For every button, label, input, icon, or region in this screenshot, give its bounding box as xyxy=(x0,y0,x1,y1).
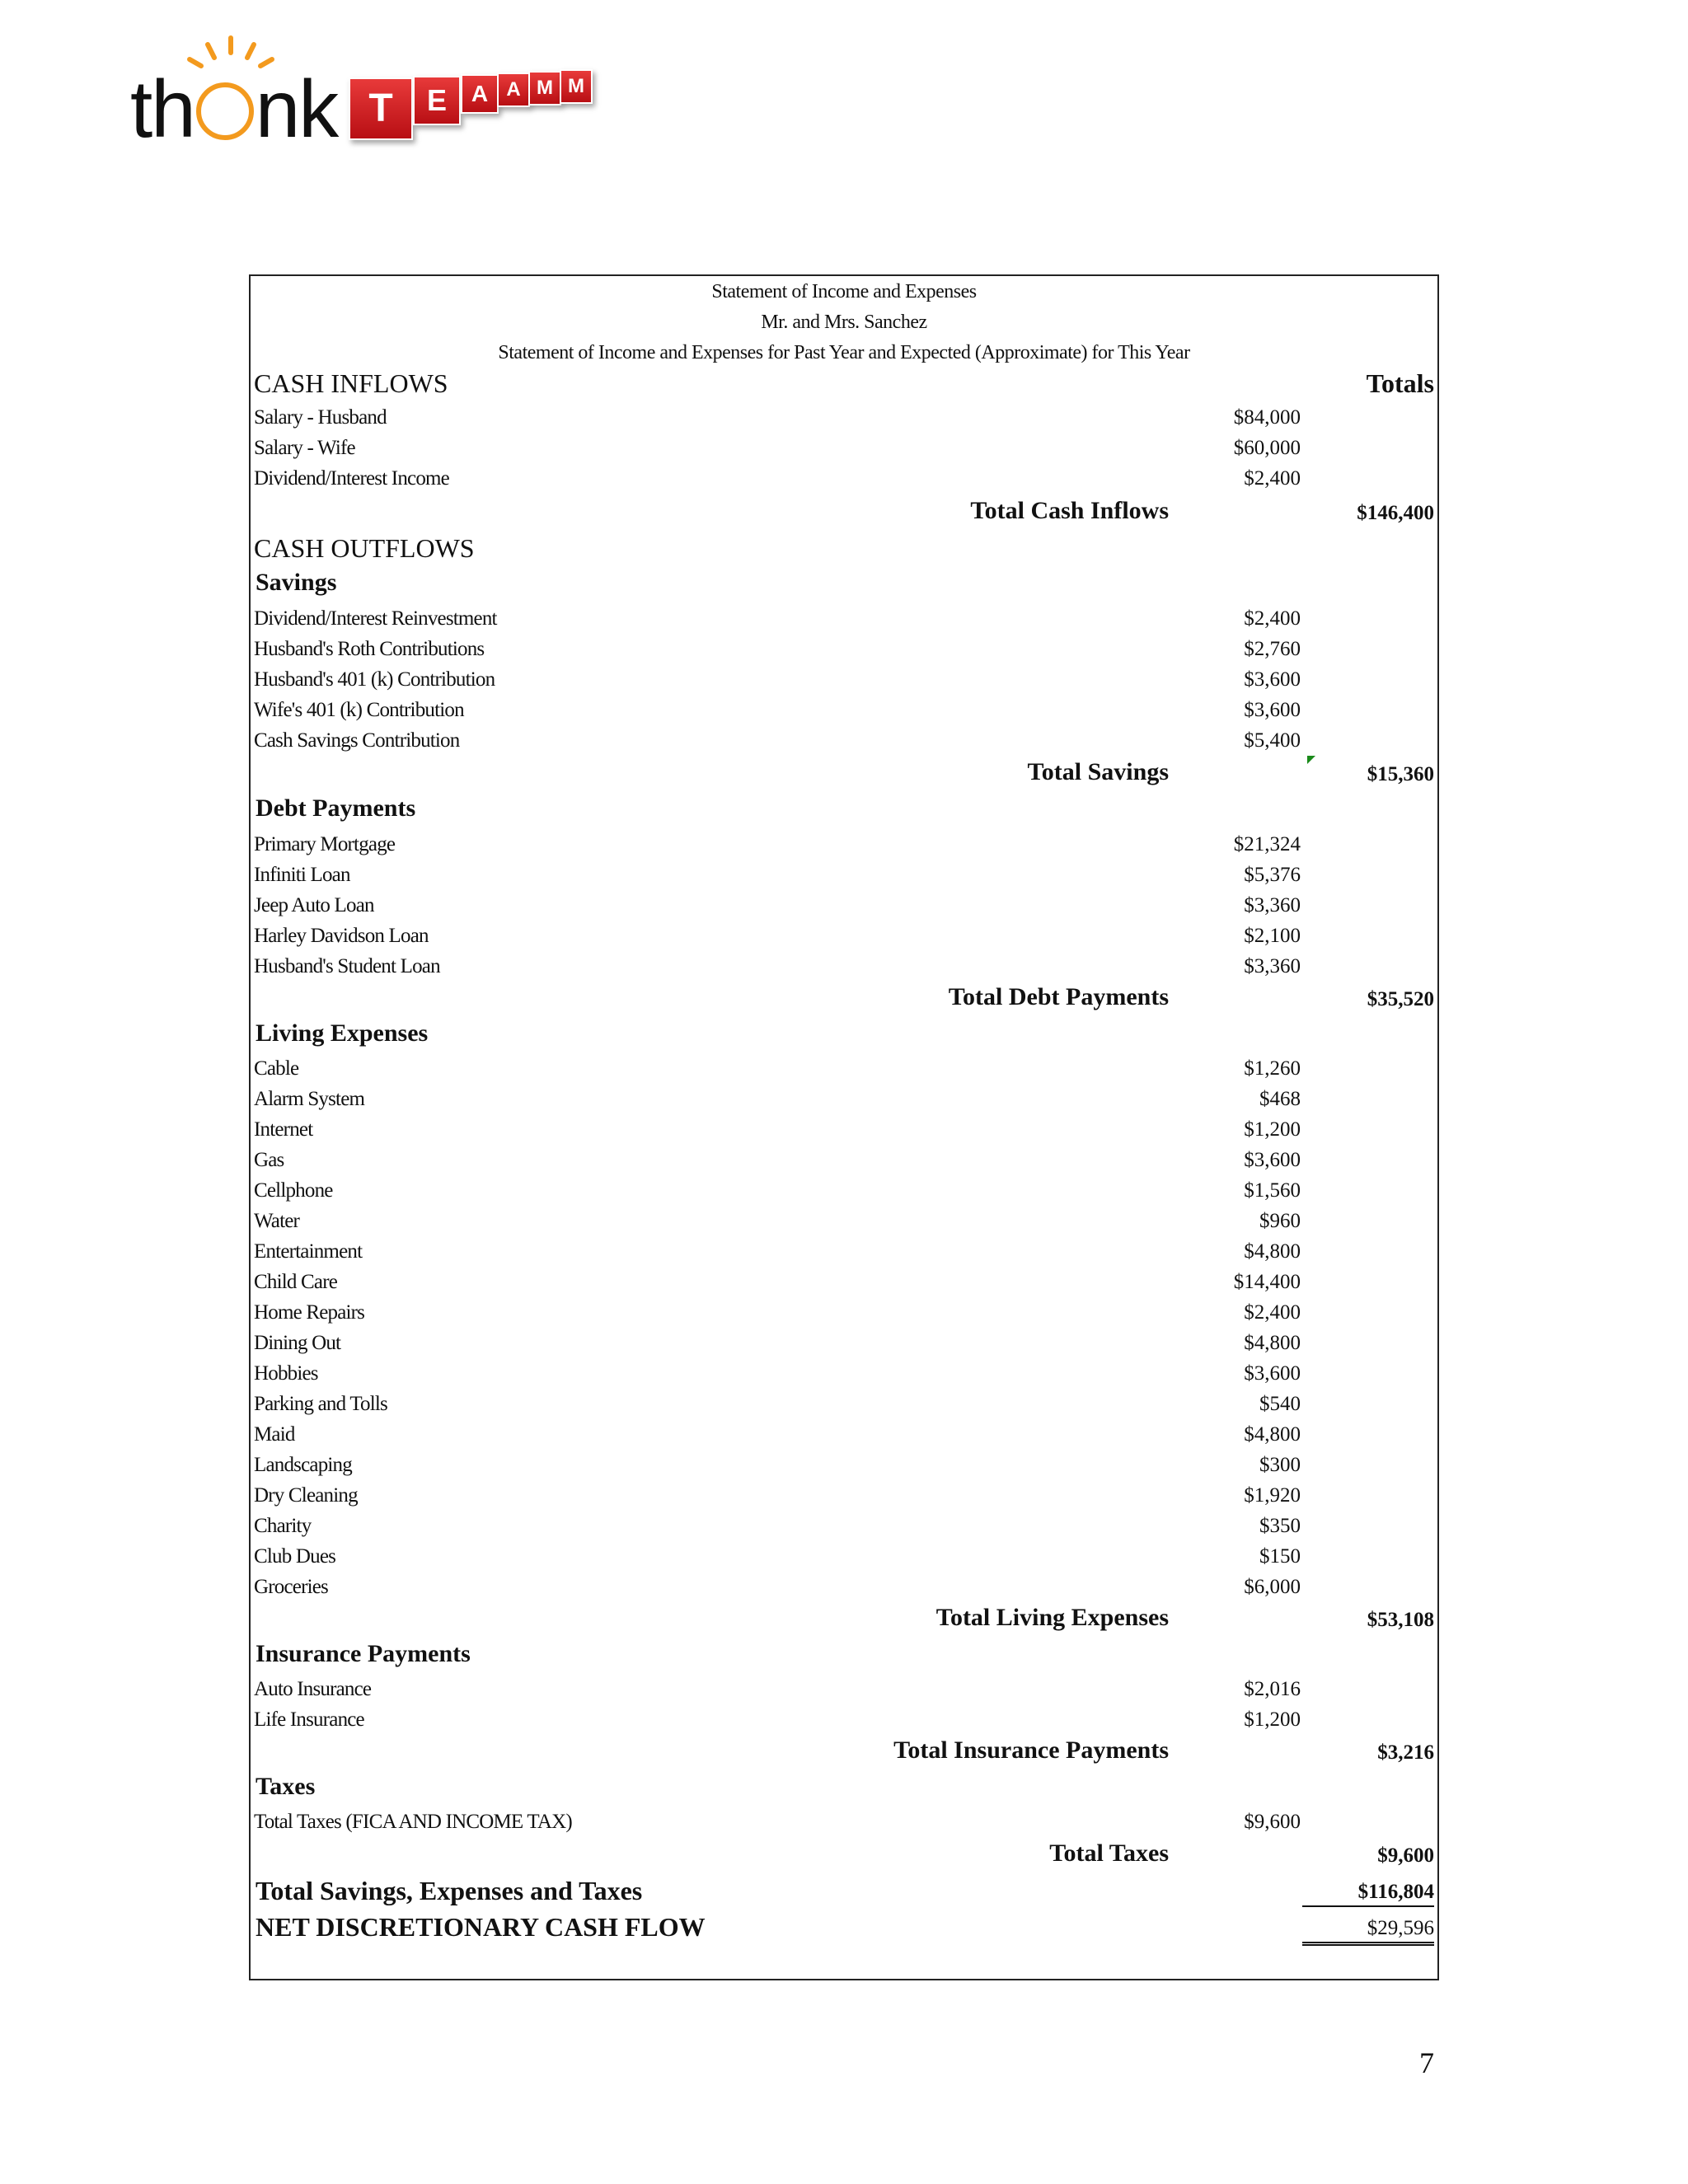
logo-cube: M xyxy=(528,71,561,105)
item-amount: $1,200 xyxy=(1244,1708,1301,1731)
item-label: Salary - Husband xyxy=(254,406,387,429)
total-savings-label: Total Savings xyxy=(1027,758,1169,785)
item-label: Child Care xyxy=(254,1271,338,1293)
logo-cube: A xyxy=(461,74,499,114)
item-amount: $4,800 xyxy=(1244,1332,1301,1354)
net-discretionary-cash-flow-label: NET DISCRETIONARY CASH FLOW xyxy=(256,1912,706,1942)
taxes-heading: Taxes xyxy=(256,1773,316,1800)
item-label: Husband's 401 (k) Contribution xyxy=(254,668,495,691)
item-label: Jeep Auto Loan xyxy=(254,894,374,916)
cell-comment-marker-icon xyxy=(1307,756,1315,764)
item-label: Cellphone xyxy=(254,1179,333,1202)
item-label: Hobbies xyxy=(254,1362,318,1385)
item-amount: $9,600 xyxy=(1244,1811,1301,1833)
item-amount: $1,200 xyxy=(1244,1118,1301,1141)
logo-wordmark xyxy=(130,63,338,154)
item-amount: $2,400 xyxy=(1244,1301,1301,1324)
logo-word-nk: nk xyxy=(255,63,338,154)
item-amount: $6,000 xyxy=(1244,1576,1301,1598)
statement-names: Mr. and Mrs. Sanchez xyxy=(761,312,927,333)
item-amount: $1,920 xyxy=(1244,1484,1301,1507)
item-amount: $1,560 xyxy=(1244,1179,1301,1202)
item-amount: $2,400 xyxy=(1244,467,1301,490)
item-amount: $3,600 xyxy=(1244,1362,1301,1385)
item-label: Club Dues xyxy=(254,1545,336,1568)
item-label: Salary - Wife xyxy=(254,437,355,459)
total-cash-inflows-label: Total Cash Inflows xyxy=(970,497,1169,524)
item-amount: $1,260 xyxy=(1244,1057,1301,1080)
item-amount: $960 xyxy=(1259,1210,1301,1232)
total-living-expenses-value: $53,108 xyxy=(1367,1609,1434,1631)
item-amount: $4,800 xyxy=(1244,1240,1301,1263)
total-debt-payments-value: $35,520 xyxy=(1367,988,1434,1010)
total-taxes-label: Total Taxes xyxy=(1049,1840,1169,1867)
cash-inflows-heading: CASH INFLOWS xyxy=(254,368,448,398)
think-team-logo xyxy=(130,31,600,155)
item-label: Wife's 401 (k) Contribution xyxy=(254,699,464,721)
item-amount: $5,376 xyxy=(1244,864,1301,886)
item-label: Husband's Student Loan xyxy=(254,955,440,977)
logo-cube: E xyxy=(413,76,461,125)
item-label: Home Repairs xyxy=(254,1301,365,1324)
item-label: Primary Mortgage xyxy=(254,833,396,855)
inflows-heading-row xyxy=(254,368,1434,401)
item-amount: $5,400 xyxy=(1244,729,1301,752)
total-insurance-payments-value: $3,216 xyxy=(1377,1741,1434,1764)
total-debt-payments-label: Total Debt Payments xyxy=(948,983,1169,1010)
item-label: Cash Savings Contribution xyxy=(254,729,460,752)
item-label: Harley Davidson Loan xyxy=(254,925,429,947)
total-insurance-payments-label: Total Insurance Payments xyxy=(893,1736,1169,1764)
item-amount: $60,000 xyxy=(1233,437,1301,459)
item-amount: $150 xyxy=(1259,1545,1301,1568)
item-amount: $2,016 xyxy=(1244,1678,1301,1700)
item-label: Life Insurance xyxy=(254,1708,364,1731)
item-amount: $468 xyxy=(1259,1088,1301,1110)
item-label: Cable xyxy=(254,1057,299,1080)
item-amount: $3,600 xyxy=(1244,668,1301,691)
item-label: Auto Insurance xyxy=(254,1678,372,1700)
item-label: Landscaping xyxy=(254,1454,352,1476)
total-savings-expenses-taxes-label: Total Savings, Expenses and Taxes xyxy=(256,1876,643,1905)
item-amount: $14,400 xyxy=(1233,1271,1301,1293)
item-amount: $2,400 xyxy=(1244,607,1301,630)
total-cash-inflows-value: $146,400 xyxy=(1357,502,1434,524)
total-taxes-value: $9,600 xyxy=(1377,1844,1434,1867)
item-amount: $540 xyxy=(1259,1393,1301,1415)
item-amount: $3,360 xyxy=(1244,894,1301,916)
item-amount: $2,100 xyxy=(1244,925,1301,947)
living-expenses-heading: Living Expenses xyxy=(256,1019,429,1047)
total-savings-value: $15,360 xyxy=(1367,763,1434,785)
item-label: Total Taxes (FICA AND INCOME TAX) xyxy=(254,1811,572,1833)
insurance-payments-heading: Insurance Payments xyxy=(256,1640,471,1667)
statement-title: Statement of Income and Expenses xyxy=(711,281,977,302)
logo-word-th: th xyxy=(130,63,195,154)
item-label: Husband's Roth Contributions xyxy=(254,638,485,660)
item-label: Internet xyxy=(254,1118,313,1141)
savings-heading: Savings xyxy=(256,569,337,596)
logo-cube: M xyxy=(560,69,593,104)
item-amount: $84,000 xyxy=(1233,406,1301,429)
lightbulb-icon xyxy=(196,82,254,140)
item-label: Parking and Tolls xyxy=(254,1393,387,1415)
item-label: Alarm System xyxy=(254,1088,365,1110)
logo-cube: T xyxy=(349,77,413,140)
item-label: Maid xyxy=(254,1423,295,1446)
item-label: Infiniti Loan xyxy=(254,864,350,886)
net-discretionary-cash-flow-value: $29,596 xyxy=(1302,1917,1434,1946)
logo-cube: A xyxy=(497,73,530,107)
item-amount: $3,600 xyxy=(1244,699,1301,721)
item-label: Gas xyxy=(254,1149,284,1171)
debt-payments-heading: Debt Payments xyxy=(256,794,416,822)
cash-outflows-heading: CASH OUTFLOWS xyxy=(254,533,475,563)
item-label: Entertainment xyxy=(254,1240,363,1263)
item-label: Water xyxy=(254,1210,300,1232)
item-amount: $350 xyxy=(1259,1515,1301,1537)
item-label: Dining Out xyxy=(254,1332,341,1354)
total-living-expenses-label: Total Living Expenses xyxy=(935,1604,1169,1631)
statement-table xyxy=(249,274,1439,1980)
item-label: Groceries xyxy=(254,1576,328,1598)
item-amount: $2,760 xyxy=(1244,638,1301,660)
item-label: Dividend/Interest Reinvestment xyxy=(254,607,497,630)
totals-column-header: Totals xyxy=(1366,368,1434,398)
item-amount: $21,324 xyxy=(1233,833,1301,855)
item-amount: $300 xyxy=(1259,1454,1301,1476)
item-amount: $3,360 xyxy=(1244,955,1301,977)
item-amount: $4,800 xyxy=(1244,1423,1301,1446)
item-label: Dry Cleaning xyxy=(254,1484,358,1507)
item-amount: $3,600 xyxy=(1244,1149,1301,1171)
page-number: 7 xyxy=(1419,2046,1434,2079)
item-label: Charity xyxy=(254,1515,312,1537)
total-savings-expenses-taxes-value: $116,804 xyxy=(1302,1881,1434,1907)
item-label: Dividend/Interest Income xyxy=(254,467,449,490)
statement-subtitle: Statement of Income and Expenses for Past Year and Expected (Approximate) for This Year xyxy=(498,342,1190,363)
